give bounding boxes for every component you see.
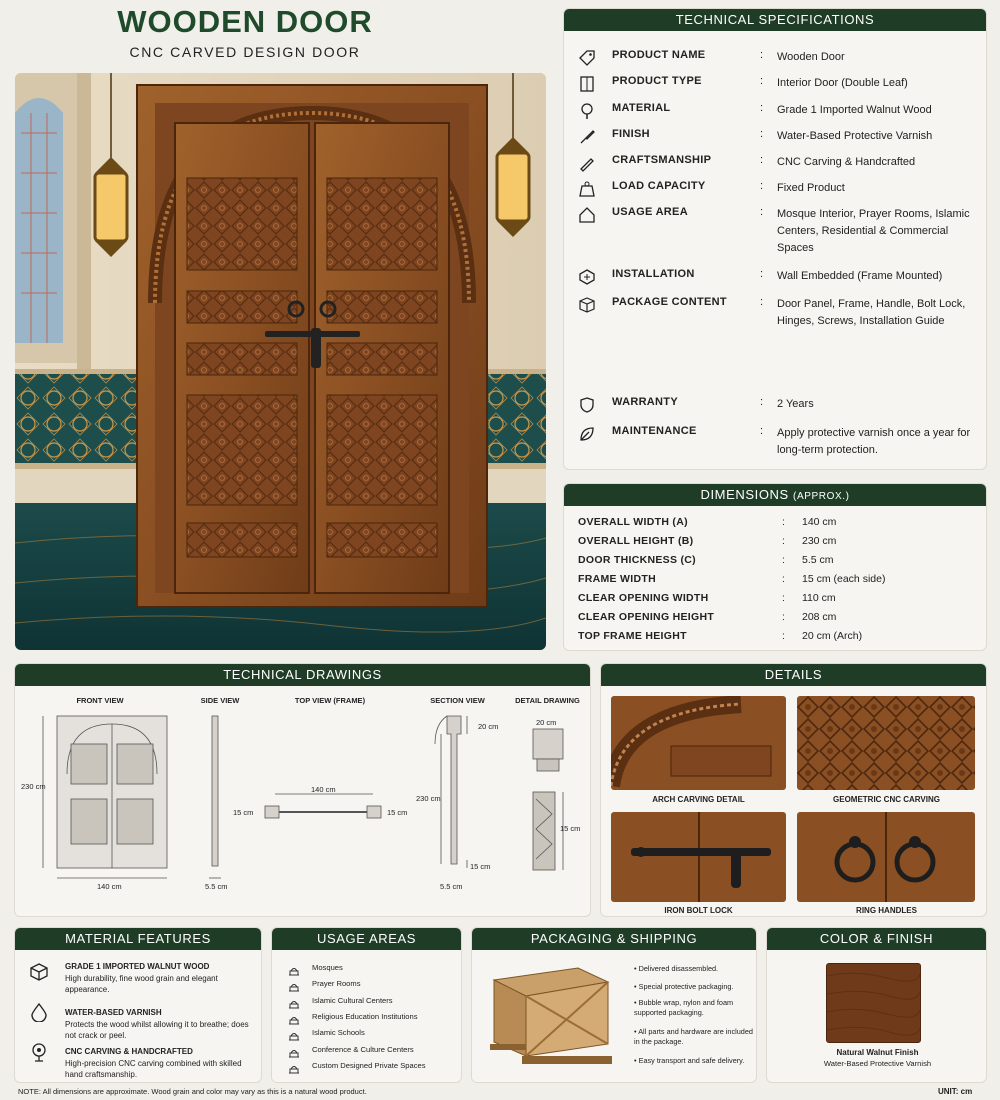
usage-area-item: Religious Education Institutions bbox=[312, 1011, 418, 1021]
walnut-color-swatch bbox=[826, 963, 921, 1043]
page-subtitle: CNC CARVED DESIGN DOOR bbox=[129, 44, 361, 60]
detail-drawing-label: DETAIL DRAWING bbox=[515, 696, 580, 705]
tag-icon bbox=[578, 49, 596, 67]
spec-colon: : bbox=[760, 128, 764, 140]
details-heading: DETAILS bbox=[601, 664, 986, 686]
bullet-icon: • bbox=[634, 1056, 639, 1065]
spec-colon: : bbox=[760, 102, 764, 114]
dimension-label: OVERALL WIDTH (A) bbox=[578, 516, 688, 528]
packaging-item bbox=[634, 982, 754, 992]
mosque-icon bbox=[288, 996, 300, 1006]
packaging-item-text: Special protective packaging. bbox=[638, 982, 734, 991]
spec-label: MATERIAL bbox=[612, 102, 671, 114]
technical-drawings-panel bbox=[14, 663, 591, 917]
section-thickness-dim: 5.5 cm bbox=[440, 882, 463, 891]
dimension-label: CLEAR OPENING HEIGHT bbox=[578, 611, 715, 623]
packaging-item-text: All parts and hardware are included in the package. bbox=[634, 1027, 753, 1046]
packaging-shipping-panel bbox=[471, 927, 757, 1083]
usage-area-item: Islamic Cultural Centers bbox=[312, 995, 393, 1005]
dimensions-heading bbox=[564, 484, 986, 506]
section-view-label: SECTION VIEW bbox=[430, 696, 485, 705]
dimensions-heading-note: (APPROX.) bbox=[793, 491, 850, 502]
front-height-dim: 230 cm bbox=[21, 782, 46, 791]
spec-value: Wooden Door bbox=[777, 51, 845, 63]
section-bottom-dim: 15 cm bbox=[470, 862, 491, 871]
spec-colon: : bbox=[760, 49, 764, 61]
iron-bolt-lock-caption: IRON BOLT LOCK bbox=[664, 906, 733, 915]
top-width-dim: 140 cm bbox=[311, 785, 336, 794]
dimension-colon: : bbox=[782, 592, 785, 604]
brush-icon bbox=[578, 128, 596, 146]
packaging-item-text: Delivered disassembled. bbox=[638, 964, 719, 973]
unit-label: UNIT: cm bbox=[938, 1087, 973, 1096]
packaging-item bbox=[634, 998, 754, 1018]
dimension-colon: : bbox=[782, 535, 785, 547]
spec-label: FINISH bbox=[612, 128, 650, 140]
spec-value: Fixed Product bbox=[777, 182, 845, 194]
spec-colon: : bbox=[760, 180, 764, 192]
geometric-carving-caption: GEOMETRIC CNC CARVING bbox=[833, 795, 940, 804]
dimension-value: 15 cm (each side) bbox=[802, 573, 886, 585]
arch-carving-photo bbox=[611, 696, 786, 790]
footer-note: NOTE: All dimensions are approximate. Wood grain and color may vary as this is a natural wood product. bbox=[18, 1087, 367, 1096]
packaging-item bbox=[634, 1056, 754, 1066]
spec-label: PRODUCT NAME bbox=[612, 49, 706, 61]
material-features-panel bbox=[14, 927, 262, 1083]
door-frame-icon bbox=[578, 75, 596, 93]
dimension-label: CLEAR OPENING WIDTH bbox=[578, 592, 709, 604]
spec-value: Wall Embedded (Frame Mounted) bbox=[777, 270, 943, 282]
drop-icon bbox=[29, 1002, 49, 1022]
usage-areas-panel bbox=[271, 927, 462, 1083]
chisel-icon bbox=[578, 154, 596, 172]
spec-value: Interior Door (Double Leaf) bbox=[777, 77, 908, 89]
packaging-item bbox=[634, 964, 754, 974]
dimensions-panel bbox=[563, 483, 987, 651]
color-finish-heading: COLOR & FINISH bbox=[767, 928, 986, 950]
mf-cnc-desc: High-precision CNC carving combined with skilled hand craftsmanship. bbox=[65, 1059, 242, 1079]
spec-label: USAGE AREA bbox=[612, 206, 688, 218]
dimension-value: 20 cm (Arch) bbox=[802, 630, 863, 642]
ring-handles-caption: RING HANDLES bbox=[856, 906, 917, 915]
mosque-icon bbox=[288, 1012, 300, 1022]
section-top-dim: 20 cm bbox=[478, 722, 499, 731]
home-icon bbox=[578, 206, 596, 224]
mf-walnut-title: GRADE 1 IMPORTED WALNUT WOOD bbox=[65, 962, 210, 971]
top-left-dim: 15 cm bbox=[233, 808, 254, 817]
spec-label: MAINTENANCE bbox=[612, 425, 697, 437]
spec-value: Grade 1 Imported Walnut Wood bbox=[777, 104, 932, 116]
bullet-icon: • bbox=[634, 998, 639, 1007]
dimension-value: 140 cm bbox=[802, 516, 837, 528]
package-icon bbox=[578, 296, 596, 314]
details-panel bbox=[600, 663, 987, 917]
technical-specifications-panel bbox=[563, 8, 987, 470]
tree-icon bbox=[578, 102, 596, 120]
usage-area-item: Custom Designed Private Spaces bbox=[312, 1060, 426, 1070]
technical-drawing-lines bbox=[15, 664, 591, 917]
bullet-icon: • bbox=[634, 964, 639, 973]
dimension-label: TOP FRAME HEIGHT bbox=[578, 630, 687, 642]
spec-value: Mosque Interior, Prayer Rooms, Islamic Centers, Residential & Commercial Spaces bbox=[777, 208, 970, 254]
front-view-label: FRONT VIEW bbox=[76, 696, 124, 705]
iron-bolt-lock-photo bbox=[611, 812, 786, 902]
spec-label: PRODUCT TYPE bbox=[612, 75, 702, 87]
spec-value: Apply protective varnish once a year for long-term protection. bbox=[777, 427, 971, 456]
side-view-label: SIDE VIEW bbox=[200, 696, 240, 705]
usage-areas-heading: USAGE AREAS bbox=[272, 928, 461, 950]
spec-colon: : bbox=[760, 296, 764, 308]
color-finish-panel bbox=[766, 927, 987, 1083]
install-icon bbox=[578, 268, 596, 286]
dimension-value: 5.5 cm bbox=[802, 554, 834, 566]
mosque-icon bbox=[288, 979, 300, 989]
front-width-dim: 140 cm bbox=[97, 882, 122, 891]
crate-illustration bbox=[486, 960, 616, 1070]
mosque-icon bbox=[288, 963, 300, 973]
spec-label: LOAD CAPACITY bbox=[612, 180, 706, 192]
dimension-colon: : bbox=[782, 573, 785, 585]
detail-top-dim: 20 cm bbox=[536, 718, 557, 727]
mf-cnc-title: CNC CARVING & HANDCRAFTED bbox=[65, 1047, 193, 1056]
spec-colon: : bbox=[760, 396, 764, 408]
mf-varnish-desc: Protects the wood whilst allowing it to breathe; does not crack or peel. bbox=[65, 1020, 249, 1040]
spec-value: Water-Based Protective Varnish bbox=[777, 130, 933, 142]
side-thickness-dim: 5.5 cm bbox=[205, 882, 228, 891]
shield-icon bbox=[578, 396, 596, 414]
section-height-dim: 230 cm bbox=[416, 794, 441, 803]
top-view-label: TOP VIEW (FRAME) bbox=[294, 696, 366, 705]
finish-type: Water-Based Protective Varnish bbox=[823, 1059, 932, 1068]
packaging-item-text: Bubble wrap, nylon and foam supported packaging. bbox=[634, 998, 734, 1017]
material-features-heading: MATERIAL FEATURES bbox=[15, 928, 261, 950]
dimension-value: 208 cm bbox=[802, 611, 837, 623]
door-illustration bbox=[15, 73, 546, 650]
packaging-shipping-heading: PACKAGING & SHIPPING bbox=[472, 928, 756, 950]
dimension-label: FRAME WIDTH bbox=[578, 573, 656, 585]
spec-label: PACKAGE CONTENT bbox=[612, 296, 727, 308]
mosque-icon bbox=[288, 1028, 300, 1038]
detail-side-dim: 15 cm bbox=[560, 824, 581, 833]
spec-value: CNC Carving & Handcrafted bbox=[777, 156, 916, 168]
dimension-colon: : bbox=[782, 554, 785, 566]
usage-area-item: Mosques bbox=[312, 963, 343, 972]
dimension-label: OVERALL HEIGHT (B) bbox=[578, 535, 694, 547]
spec-value: 2 Years bbox=[777, 398, 814, 410]
usage-area-item: Conference & Culture Centers bbox=[312, 1044, 414, 1054]
usage-area-item: Islamic Schools bbox=[312, 1028, 365, 1038]
geometric-carving-photo bbox=[797, 696, 975, 790]
technical-specifications-heading: TECHNICAL SPECIFICATIONS bbox=[564, 9, 986, 31]
weight-icon bbox=[578, 180, 596, 198]
spec-colon: : bbox=[760, 268, 764, 280]
top-right-dim: 15 cm bbox=[387, 808, 408, 817]
mosque-icon bbox=[288, 1061, 300, 1071]
usage-area-item: Prayer Rooms bbox=[312, 979, 361, 989]
spec-label: INSTALLATION bbox=[612, 268, 695, 280]
leaf-icon bbox=[578, 425, 596, 443]
arch-carving-caption: ARCH CARVING DETAIL bbox=[652, 795, 745, 804]
dimensions-heading-title: DIMENSIONS bbox=[700, 487, 789, 502]
spec-value: Door Panel, Frame, Handle, Bolt Lock, Hinges, Screws, Installation Guide bbox=[777, 298, 966, 327]
technical-drawings-heading: TECHNICAL DRAWINGS bbox=[15, 664, 590, 686]
dimension-colon: : bbox=[782, 630, 785, 642]
mf-walnut-desc: High durability, fine wood grain and elegant appearance. bbox=[65, 974, 218, 994]
dimension-label: DOOR THICKNESS (C) bbox=[578, 554, 696, 566]
page-title: WOODEN DOOR bbox=[117, 4, 373, 39]
dimension-value: 230 cm bbox=[802, 535, 837, 547]
mf-varnish-title: WATER-BASED VARNISH bbox=[65, 1008, 162, 1017]
spec-colon: : bbox=[760, 75, 764, 87]
cnc-icon bbox=[29, 1042, 49, 1062]
spec-colon: : bbox=[760, 206, 764, 218]
packaging-item-text: Easy transport and safe delivery. bbox=[638, 1056, 745, 1065]
spec-colon: : bbox=[760, 425, 764, 437]
dimension-colon: : bbox=[782, 611, 785, 623]
hero-door-photo bbox=[15, 73, 546, 650]
mosque-icon bbox=[288, 1045, 300, 1055]
dimension-colon: : bbox=[782, 516, 785, 528]
spec-label: WARRANTY bbox=[612, 396, 678, 408]
spec-colon: : bbox=[760, 154, 764, 166]
bullet-icon: • bbox=[634, 982, 639, 991]
dimension-value: 110 cm bbox=[802, 592, 836, 604]
cube-icon bbox=[29, 962, 49, 982]
ring-handles-photo bbox=[797, 812, 975, 902]
packaging-item bbox=[634, 1027, 754, 1047]
bullet-icon: • bbox=[634, 1027, 639, 1036]
finish-name: Natural Walnut Finish bbox=[836, 1048, 919, 1057]
spec-label: CRAFTSMANSHIP bbox=[612, 154, 712, 166]
